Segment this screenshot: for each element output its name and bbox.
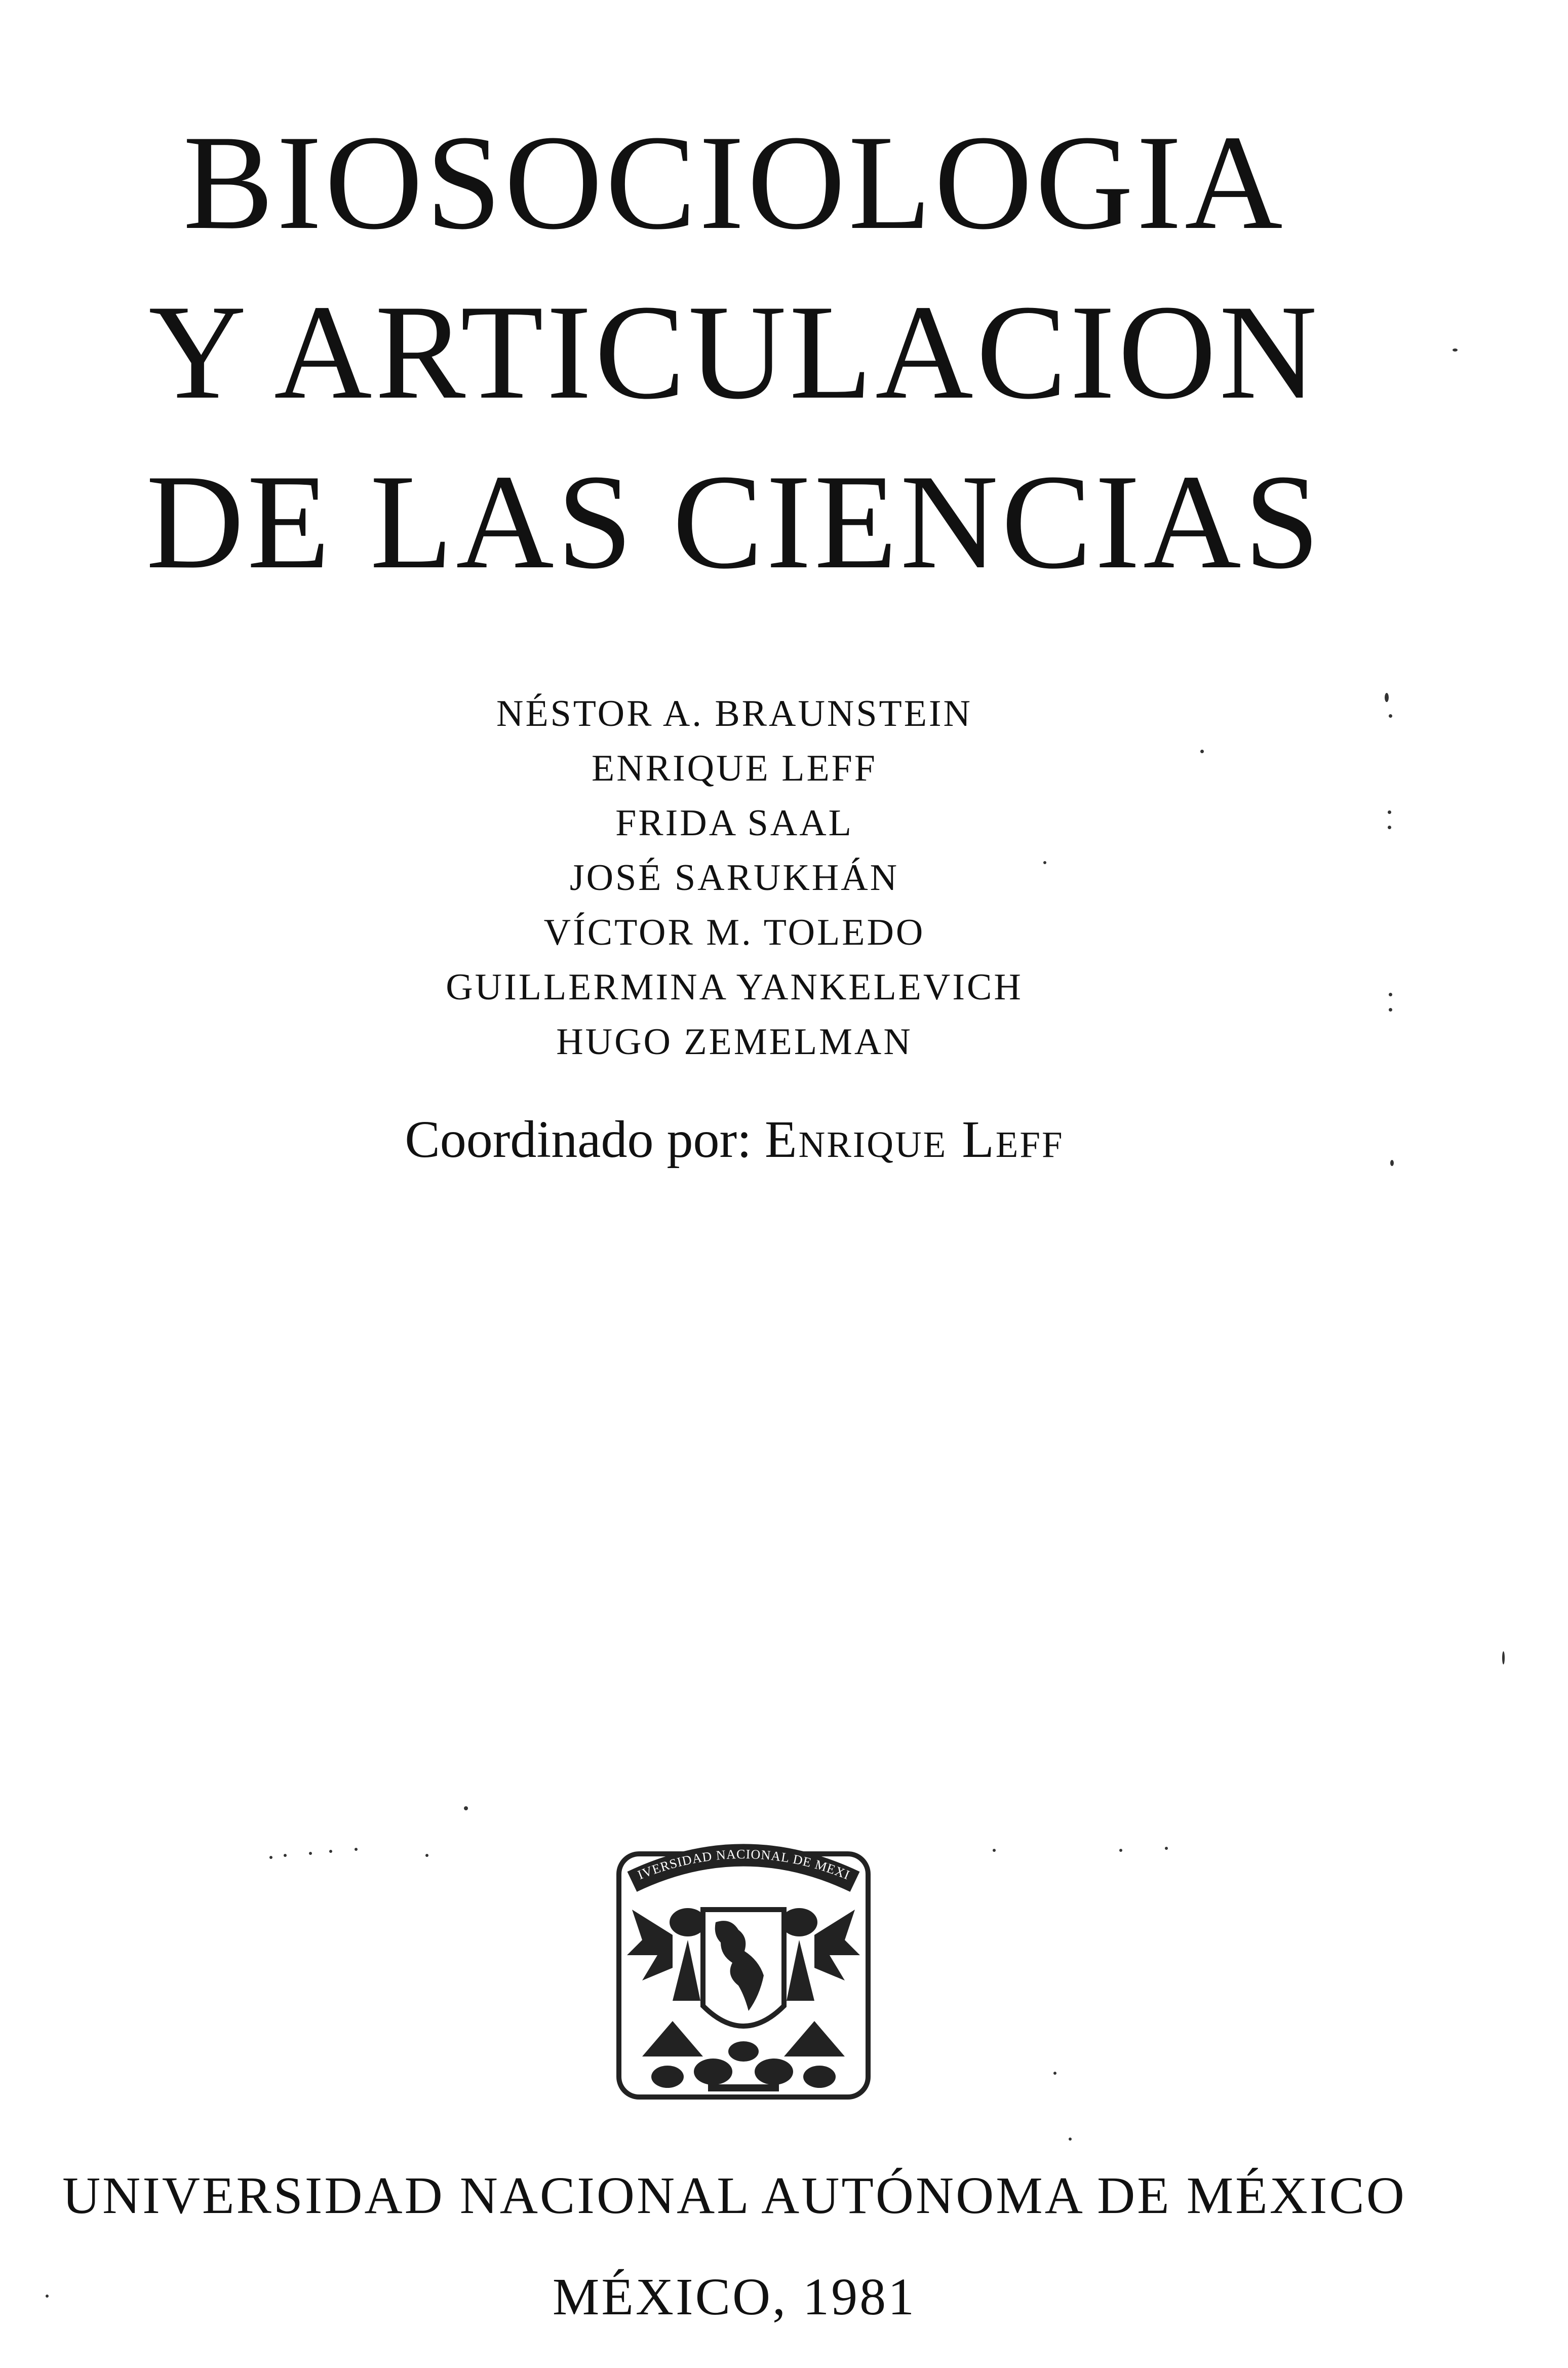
scan-speck	[46, 2295, 49, 2298]
author-name: NÉSTOR A. BRAUNSTEIN	[496, 693, 972, 734]
scan-speck	[1388, 810, 1391, 814]
author-name: VÍCTOR M. TOLEDO	[543, 912, 925, 953]
seal-motto: IVERSIDAD NACIONAL DE MEXI	[635, 1846, 852, 1883]
author-name: GUILLERMINA YANKELEVICH	[446, 966, 1023, 1008]
scan-speck	[464, 1806, 468, 1810]
coordinator-prefix: Coordinado por:	[405, 1110, 752, 1169]
scan-speck	[309, 1852, 312, 1855]
coordinator-name: Enrique Leff	[765, 1110, 1064, 1169]
scan-speck	[284, 1854, 287, 1857]
scan-speck	[1388, 826, 1391, 829]
author-name: ENRIQUE LEFF	[592, 748, 877, 789]
scan-speck	[269, 1856, 272, 1859]
scan-speck	[1043, 861, 1046, 864]
place-and-year: MÉXICO, 1981	[552, 2268, 917, 2326]
scan-speck	[425, 1854, 428, 1857]
scan-speck	[329, 1850, 332, 1853]
coordinator-line	[0, 1107, 1469, 1173]
unam-seal-icon	[612, 1834, 875, 2107]
scan-speck	[1165, 1847, 1168, 1850]
scan-speck	[1502, 1651, 1505, 1664]
scan-speck	[1390, 1160, 1394, 1166]
scan-speck	[1119, 1849, 1122, 1852]
author-name: HUGO ZEMELMAN	[556, 1021, 913, 1063]
scan-speck	[1200, 750, 1204, 753]
scan-speck	[1053, 2072, 1056, 2075]
title-line-1: BIOSOCIOLOGIA	[183, 107, 1286, 257]
scan-speck	[1389, 993, 1392, 996]
publisher: UNIVERSIDAD NACIONAL AUTÓNOMA DE MÉXICO	[62, 2166, 1406, 2225]
scan-speck	[355, 1848, 358, 1851]
scan-speck	[1389, 1008, 1392, 1012]
scan-speck	[1069, 2138, 1072, 2141]
title-line-2: Y ARTICULACION	[148, 277, 1320, 427]
scan-speck	[1453, 348, 1458, 352]
scan-speck	[1385, 693, 1389, 702]
scan-speck	[993, 1849, 996, 1852]
scan-speck	[1389, 714, 1392, 718]
author-name: JOSÉ SARUKHÁN	[569, 857, 899, 899]
author-list	[0, 686, 1469, 1069]
title-line-3: DE LAS CIENCIAS	[146, 446, 1323, 597]
author-name: FRIDA SAAL	[615, 802, 853, 844]
